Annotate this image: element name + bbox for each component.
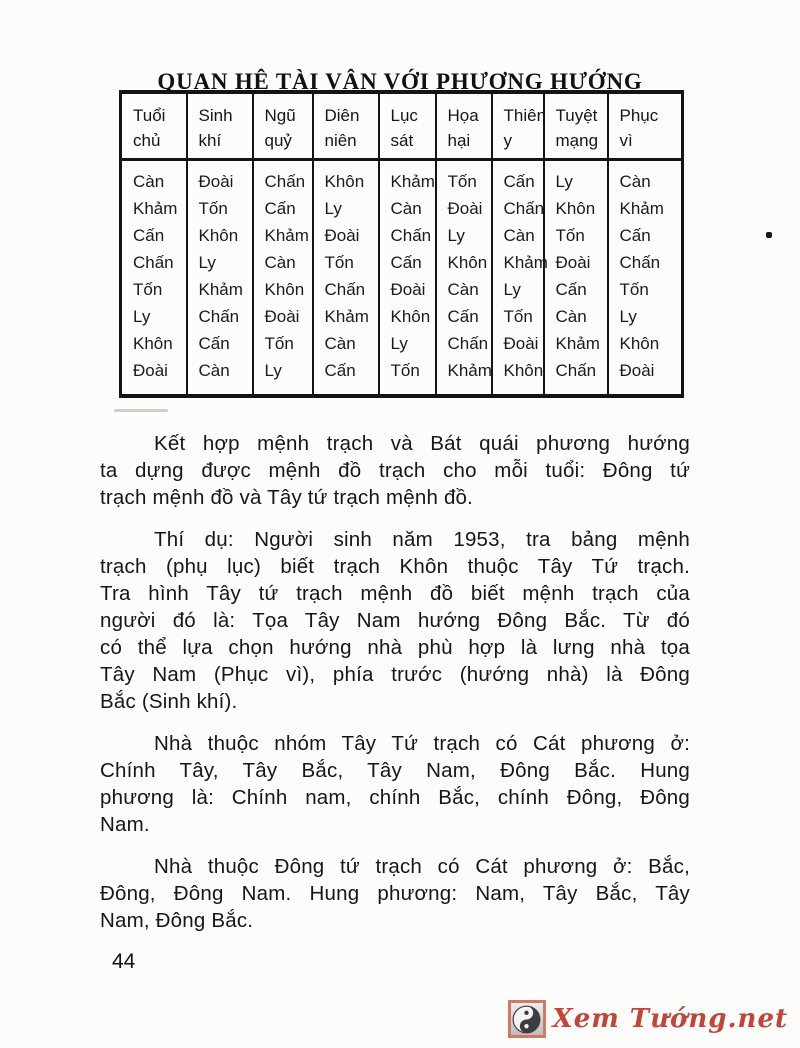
- table-cell: Chấn: [133, 253, 174, 272]
- watermark: [508, 1000, 788, 1038]
- table-header-cell-6: Họa hại: [436, 92, 492, 160]
- table-cell: Ly: [133, 307, 151, 326]
- table-cell: Tốn: [133, 280, 163, 299]
- table-cell: Tốn: [390, 361, 420, 380]
- table-cell: Tốn: [447, 172, 477, 191]
- body-text: [100, 430, 690, 949]
- table-cell: Ly: [324, 199, 342, 218]
- table-cell: Khảm: [264, 226, 309, 245]
- text-line: Tây Nam (Phục vì), phía trước (hướng nhà) là Đông: [100, 663, 690, 686]
- table-cell: Càn: [198, 361, 230, 380]
- table-cell: Cấn: [619, 226, 651, 245]
- table-header-cell-2: Sinh khí: [187, 92, 253, 160]
- table-cell: Khôn: [324, 172, 365, 191]
- table-cell: Càn: [503, 226, 535, 245]
- table-header-cell-5: Lục sát: [379, 92, 436, 160]
- paragraph: [100, 526, 690, 715]
- paragraph: [100, 730, 690, 838]
- table-cell: Khôn: [503, 361, 544, 380]
- text-line: Nam, Đông Bắc.: [100, 909, 254, 932]
- table-header-cell-1: Tuổi chủ: [121, 92, 187, 160]
- bagua-direction-table: [119, 90, 684, 398]
- table-cell: Chấn: [503, 199, 545, 218]
- table-cell: Càn: [619, 172, 651, 191]
- table-cell: Chấn: [198, 307, 240, 326]
- table-cell: Đoài: [555, 253, 591, 272]
- table-cell: Tốn: [264, 334, 294, 353]
- text-line: phương là: Chính nam, chính Bắc, chính Đông, Đông: [100, 786, 690, 809]
- table-header-cell-9: Phục vì: [608, 92, 683, 160]
- table-column-6: [436, 160, 492, 397]
- table-cell: Chấn: [447, 334, 489, 353]
- yin-yang-icon: [508, 1000, 546, 1038]
- table-cell: Đoài: [324, 226, 360, 245]
- text-line: Bắc (Sinh khí).: [100, 690, 238, 713]
- table-cell: Càn: [133, 172, 165, 191]
- table-cell: Khôn: [133, 334, 173, 353]
- table-cell: Khảm: [619, 199, 664, 218]
- table-header-cell-3: Ngũ quỷ: [253, 92, 313, 160]
- text-line: trạch mệnh đồ và Tây tứ trạch mệnh đồ.: [100, 486, 474, 509]
- table-cell: Khôn: [619, 334, 660, 353]
- text-line: Thí dụ: Người sinh năm 1953, tra bảng mệnh: [154, 528, 690, 551]
- table-cell: Ly: [447, 226, 465, 245]
- table-cell: Chấn: [264, 172, 306, 191]
- table-cell: Càn: [264, 253, 296, 272]
- table-cell: Đoài: [503, 334, 539, 353]
- table-column-9: [608, 160, 683, 397]
- table-cell: Khôn: [198, 226, 239, 245]
- table-cell: Khảm: [324, 307, 369, 326]
- watermark-text: Xem Tướng.net: [552, 1004, 788, 1034]
- scan-speck-artifact: [766, 232, 772, 238]
- table-cell: Ly: [619, 307, 637, 326]
- table-cell: Tốn: [619, 280, 649, 299]
- text-line: Nhà thuộc Đông tứ trạch có Cát phương ở: Bắc,: [154, 855, 690, 878]
- table-cell: Cấn: [264, 199, 296, 218]
- text-line: Kết hợp mệnh trạch và Bát quái phương hướng: [154, 432, 690, 455]
- table-cell: Chấn: [619, 253, 661, 272]
- table-cell: Cấn: [390, 253, 422, 272]
- table-cell: Càn: [555, 307, 587, 326]
- text-line: trạch (phụ lục) biết trạch Khôn thuộc Tây Tứ trạch.: [100, 555, 690, 578]
- table-cell: Ly: [390, 334, 408, 353]
- text-line: người đó là: Tọa Tây Nam hướng Đông Bắc. Từ đó: [100, 609, 690, 632]
- table-cell: Tốn: [555, 226, 585, 245]
- text-line: Đông, Đông Nam. Hung phương: Nam, Tây Bắc, Tây: [100, 882, 690, 905]
- table-cell: Khảm: [198, 280, 243, 299]
- page-title: QUAN HỆ TÀI VẬN VỚI PHƯƠNG HƯỚNG: [157, 69, 643, 95]
- table-cell: Cấn: [133, 226, 165, 245]
- table-cell: Tốn: [503, 307, 533, 326]
- table-cell: Khôn: [447, 253, 488, 272]
- text-line: ta dựng được mệnh đồ trạch cho mỗi tuổi: Đông tứ: [100, 459, 690, 482]
- table-cell: Đoài: [264, 307, 300, 326]
- table-header-row: [121, 92, 683, 160]
- table-cell: Càn: [324, 334, 356, 353]
- table-column-3: [253, 160, 313, 397]
- table-cell: Cấn: [324, 361, 356, 380]
- text-line: Tra hình Tây tứ trạch mệnh đồ biết mệnh trạch của: [100, 582, 690, 605]
- table-cell: Cấn: [503, 172, 535, 191]
- table-cell: Khôn: [390, 307, 431, 326]
- paragraph: [100, 853, 690, 934]
- table-column-1: [121, 160, 187, 397]
- table-cell: Càn: [390, 199, 422, 218]
- table-cell: Tốn: [198, 199, 228, 218]
- text-line: Nam.: [100, 813, 150, 836]
- page-number: 44: [112, 950, 136, 973]
- table-cell: Khôn: [264, 280, 305, 299]
- table-body-row: [121, 160, 683, 397]
- table-cell: Ly: [555, 172, 573, 191]
- table-cell: Cấn: [198, 334, 230, 353]
- table-header-cell-7: Thiên y: [492, 92, 544, 160]
- table-cell: Đoài: [619, 361, 655, 380]
- table-cell: Đoài: [447, 199, 483, 218]
- table-cell: Chấn: [555, 361, 597, 380]
- table-cell: Ly: [503, 280, 521, 299]
- table-cell: Cấn: [447, 307, 479, 326]
- table-cell: Chấn: [390, 226, 432, 245]
- table-cell: Chấn: [324, 280, 366, 299]
- table-cell: Khảm: [447, 361, 492, 380]
- table-column-7: [492, 160, 548, 397]
- table-header-cell-4: Diên niên: [313, 92, 379, 160]
- table-cell: Càn: [447, 280, 479, 299]
- table-column-8: [544, 160, 608, 397]
- table-cell: Đoài: [198, 172, 234, 191]
- table-cell: Đoài: [133, 361, 168, 380]
- table-cell: Ly: [264, 361, 282, 380]
- table-cell: Cấn: [555, 280, 587, 299]
- table-cell: Đoài: [390, 280, 426, 299]
- text-line: Nhà thuộc nhóm Tây Tứ trạch có Cát phương ở:: [154, 732, 690, 755]
- table-cell: Ly: [198, 253, 216, 272]
- table-cell: Khảm: [133, 199, 178, 218]
- table-column-5: [379, 160, 436, 397]
- table-column-4: [313, 160, 379, 397]
- scan-smudge-artifact: [114, 409, 168, 412]
- table-cell: Khôn: [555, 199, 596, 218]
- table-cell: Tốn: [324, 253, 354, 272]
- table-cell: Khảm: [503, 253, 548, 272]
- table-cell: Khảm: [390, 172, 435, 191]
- table-column-2: [187, 160, 253, 397]
- text-line: có thể lựa chọn hướng nhà phù hợp là lưng nhà tọa: [100, 636, 690, 659]
- paragraph: [100, 430, 690, 511]
- table-cell: Khảm: [555, 334, 600, 353]
- text-line: Chính Tây, Tây Bắc, Tây Nam, Đông Bắc. Hung: [100, 759, 690, 782]
- table-header-cell-8: Tuyệt mạng: [544, 92, 608, 160]
